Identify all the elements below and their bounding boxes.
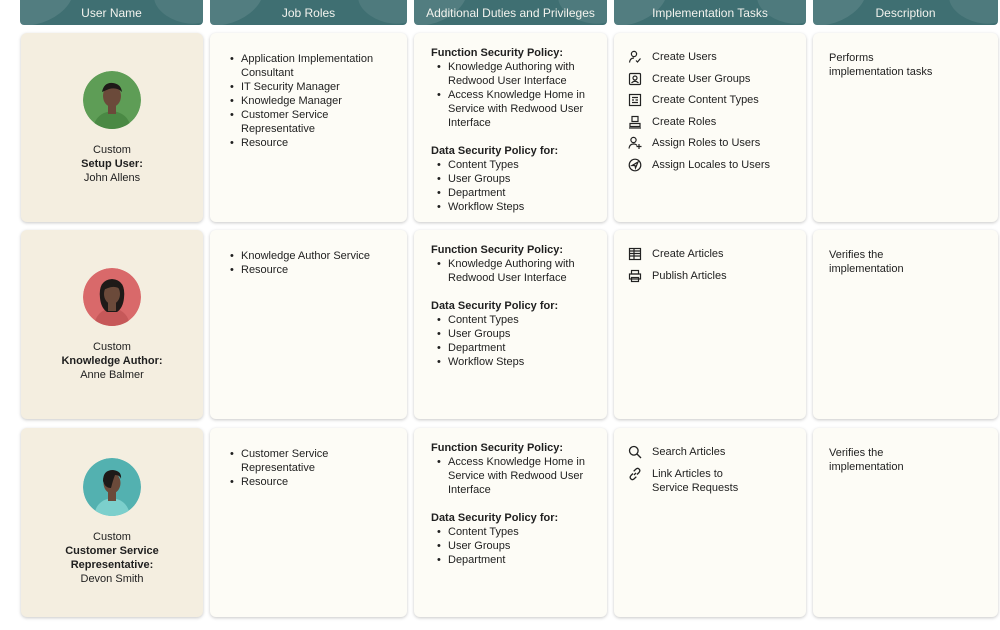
function-security-list (431, 257, 593, 285)
create-articles-icon (628, 247, 642, 261)
duties-card (414, 428, 607, 617)
create-content-types-icon (628, 93, 642, 107)
person-avatar-icon (83, 268, 141, 326)
list-item: • IT Security Manager (230, 80, 388, 94)
task-item (628, 467, 806, 495)
list-item: • Department (431, 186, 593, 200)
data-security-list (431, 525, 593, 567)
task-label: Assign Roles to Users (652, 137, 761, 149)
list-item: • Department (431, 341, 593, 355)
avatar (83, 71, 141, 129)
user-name: Anne Balmer (80, 369, 144, 381)
user-card (21, 428, 203, 617)
link-articles-icon (628, 467, 642, 481)
user-card (21, 33, 203, 222)
header-job-roles: Job Roles (210, 0, 407, 25)
user-prefix: Custom (93, 531, 131, 543)
task-item (628, 247, 806, 261)
duties-card (414, 33, 607, 222)
task-label: Link Articles to Service Requests (652, 467, 739, 494)
user-prefix: Custom (93, 341, 131, 353)
list-item: • Department (431, 553, 593, 567)
task-item (628, 115, 806, 129)
create-user-groups-icon (628, 72, 642, 86)
person-avatar-icon (83, 458, 141, 516)
job-roles-list (230, 249, 388, 277)
user-name: Devon Smith (80, 573, 144, 585)
header-user-name: User Name (20, 0, 203, 25)
function-security-list (431, 60, 593, 130)
task-item (628, 136, 806, 150)
task-label: Create Articles (652, 248, 724, 260)
person-avatar-icon (83, 71, 141, 129)
list-item: • User Groups (431, 172, 593, 186)
list-item: • Knowledge Authoring with Redwood User Interface (431, 257, 593, 285)
user-role: Knowledge Author: (61, 355, 163, 367)
task-item (628, 72, 806, 86)
tasks-card (614, 230, 806, 419)
data-security-title: Data Security Policy for: (431, 145, 559, 157)
list-item: • Knowledge Author Service (230, 249, 388, 263)
task-item (628, 50, 806, 64)
list-item: • Customer Service Representative (230, 108, 388, 136)
list-item: • Content Types (431, 158, 593, 172)
data-security-title: Data Security Policy for: (431, 300, 559, 312)
tasks-card (614, 428, 806, 617)
list-item: • Workflow Steps (431, 355, 593, 369)
user-role: Setup User: (81, 158, 143, 170)
description-line: implementation tasks (829, 66, 933, 78)
create-users-icon (628, 50, 642, 64)
search-articles-icon (628, 445, 642, 459)
data-security-list (431, 158, 593, 214)
data-security-list (431, 313, 593, 369)
publish-articles-icon (628, 269, 642, 283)
avatar (83, 458, 141, 516)
task-label: Create User Groups (652, 72, 751, 85)
header-duties: Additional Duties and Privileges (414, 0, 607, 25)
list-item: • Resource (230, 475, 340, 489)
list-item: • Resource (230, 136, 388, 150)
assign-locales-icon (628, 158, 642, 172)
list-item: • Resource (230, 263, 388, 277)
list-item: • Knowledge Manager (230, 94, 388, 108)
user-role: Customer Service Representative: (65, 545, 159, 571)
data-security-title: Data Security Policy for: (431, 512, 559, 524)
header-tasks: Implementation Tasks (614, 0, 806, 25)
duties-card (414, 230, 607, 419)
description-line: Verifies the (829, 249, 884, 261)
list-item: • Application Implementation Consultant (230, 52, 388, 80)
description-line: Performs (829, 52, 874, 64)
list-item: • Knowledge Authoring with Redwood User Interface (431, 60, 593, 88)
list-item: • User Groups (431, 539, 593, 553)
list-item: • Content Types (431, 525, 593, 539)
user-card (21, 230, 203, 419)
description-card (813, 428, 998, 617)
description-card (813, 33, 998, 222)
description-line: Verifies the (829, 447, 884, 459)
list-item: • Access Knowledge Home in Service with Redwood User Interface (431, 88, 593, 130)
avatar (83, 268, 141, 326)
task-item (628, 269, 806, 283)
job-roles-card (210, 230, 407, 419)
assign-roles-icon (628, 136, 642, 150)
list-item: • Content Types (431, 313, 593, 327)
job-roles-card (210, 33, 407, 222)
job-roles-list (230, 447, 340, 489)
task-item (628, 93, 806, 107)
job-roles-list (230, 52, 388, 150)
task-label: Create Roles (652, 115, 717, 128)
user-prefix: Custom (93, 144, 131, 156)
function-security-list (431, 455, 593, 497)
description-line: implementation (829, 461, 904, 473)
list-item: • Access Knowledge Home in Service with Redwood User Interface (431, 455, 593, 497)
list-item: • Workflow Steps (431, 200, 593, 214)
task-label: Create Users (652, 51, 717, 63)
function-security-title: Function Security Policy: (431, 244, 564, 256)
list-item: • Customer Service Representative (230, 447, 340, 475)
task-item (628, 445, 806, 459)
description-card (813, 230, 998, 419)
list-item: • User Groups (431, 327, 593, 341)
function-security-title: Function Security Policy: (431, 47, 564, 59)
create-roles-icon (628, 115, 642, 129)
task-label: Assign Locales to Users (652, 158, 770, 171)
function-security-title: Function Security Policy: (431, 442, 564, 454)
task-label: Create Content Types (652, 94, 759, 106)
task-item (628, 158, 806, 172)
user-name: John Allens (83, 172, 141, 184)
job-roles-card (210, 428, 407, 617)
description-line: implementation (829, 263, 904, 275)
task-label: Search Articles (652, 446, 726, 458)
tasks-card (614, 33, 806, 222)
task-label: Publish Articles (652, 269, 727, 282)
header-description: Description (813, 0, 998, 25)
